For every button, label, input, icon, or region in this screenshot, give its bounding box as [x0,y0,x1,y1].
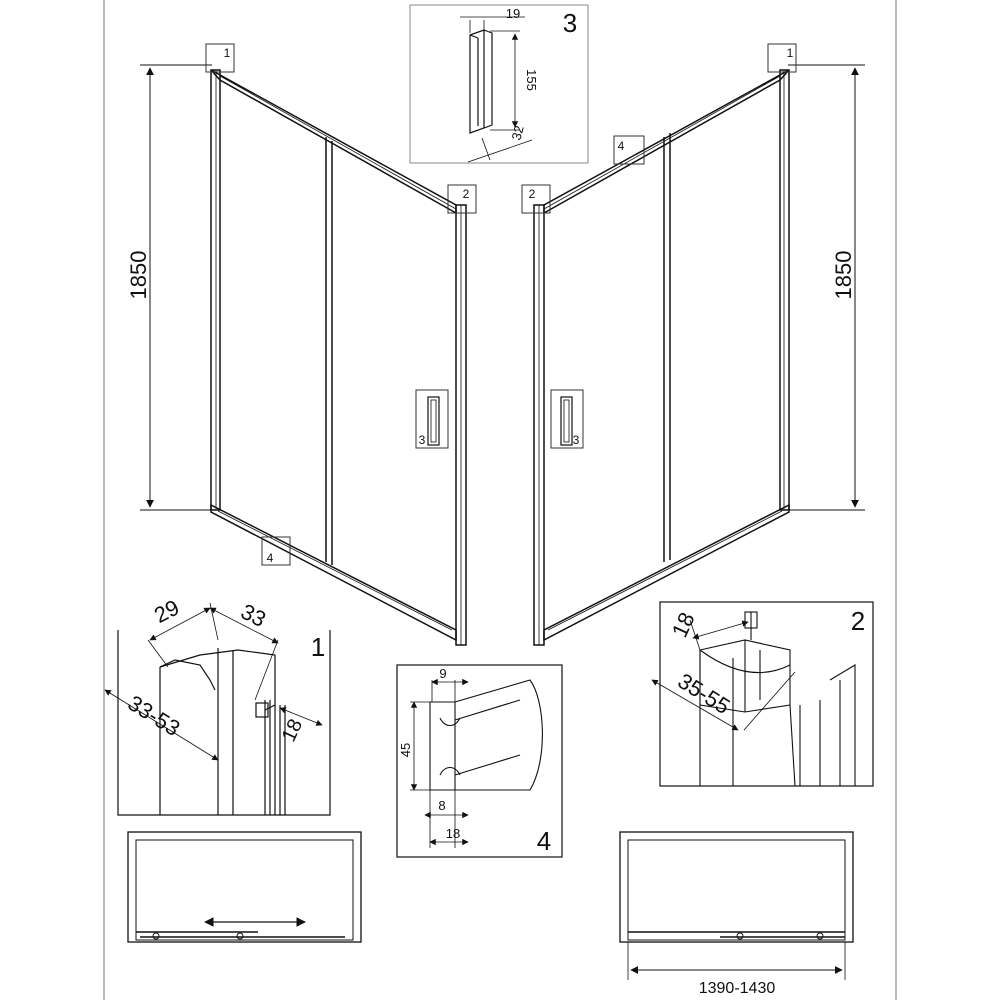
callout-3-left [416,390,448,448]
callout-2-left [448,185,476,213]
callout-3-right [551,390,583,448]
plan-view-right [620,832,853,980]
detail-3-dim-19: 19 [505,6,521,21]
left-enclosure [211,70,466,645]
height-label-left: 1850 [126,250,151,300]
detail-3-number: 3 [562,8,578,38]
svg-text:3: 3 [418,433,426,447]
callout-1-right [768,44,796,72]
detail-1-dim-33-53: 33-53 [123,690,185,742]
plan-view-left [128,832,361,942]
detail-1-dim-29: 29 [150,594,184,629]
svg-text:1: 1 [786,46,794,60]
detail-4-dim-45: 45 [398,742,413,758]
detail-2-dim-18: 18 [666,608,700,642]
detail-4-dim-18: 18 [445,826,461,841]
svg-text:1: 1 [223,46,231,60]
height-label-right: 1850 [831,250,856,300]
detail-4-dim-9: 9 [439,666,447,681]
detail-2-dim-35-55: 35-55 [673,668,735,720]
detail-1-number: 1 [310,632,326,662]
callout-1-left [206,44,234,72]
detail-3-dim-32: 32 [508,123,527,142]
detail-1-dim-33: 33 [236,598,270,633]
detail-2-corner-profile [652,602,873,786]
detail-4-profile [397,665,562,857]
svg-text:3: 3 [572,433,580,447]
detail-2-number: 2 [850,606,866,636]
detail-4-dim-8: 8 [438,798,446,813]
detail-3-dim-155: 155 [524,69,539,91]
plan-width-label: 1390-1430 [698,980,776,997]
svg-text:2: 2 [528,187,536,201]
detail-3-handle [410,5,588,163]
svg-text:2: 2 [462,187,470,201]
detail-1-wall-profile [105,595,330,815]
svg-text:4: 4 [266,551,274,565]
callout-2-right [522,185,550,213]
detail-4-number: 4 [536,826,552,856]
svg-text:4: 4 [617,139,625,153]
right-enclosure [534,70,789,645]
detail-1-dim-18: 18 [277,715,308,746]
